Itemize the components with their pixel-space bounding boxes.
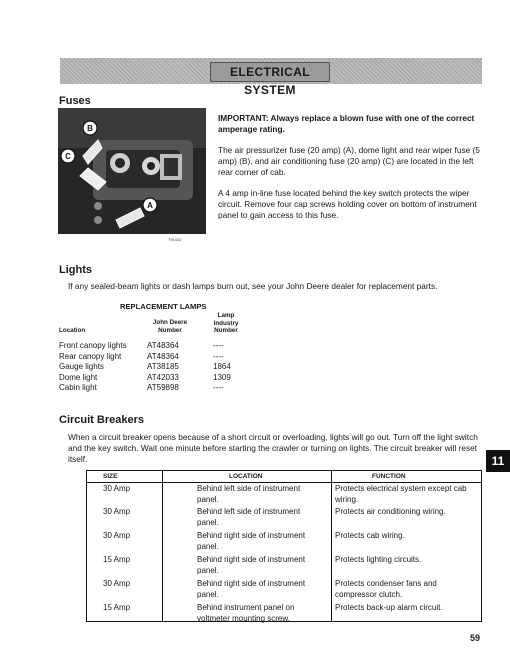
lamp-col-industry: Lamp Industry Number (213, 312, 239, 334)
fuses-paragraph-1: The air pressurizer fuse (20 amp) (A), dome light and rear wiper fuse (5 amp) (B), and air conditioning fuse (20 amp) (C) are located in the left rear corner of cab. (218, 145, 480, 177)
fuse-photo (58, 108, 206, 234)
lamp-row: Dome light AT42033 1309 (59, 372, 231, 382)
photo-label-b: B (87, 124, 93, 133)
breaker-col-size: SIZE (103, 473, 118, 480)
breaker-table: SIZE LOCATION FUNCTION 30 Amp Behind left side of instrument panel. Protects electrical system except cab wiring. 30 Amp Behind left side of instrument panel. Protects air conditioning wiring. 30 Amp Behind right side of instrument panel. Protects cab wiring. 15 Amp Behind right side of instrument panel. Protects lighting circuits. 30 Amp Behind right side of instrument panel. Protects condenser fans and compressor clutch. 15 Amp Behind instrument panel on voltmeter mounting screw. Protects back-up alarm circuit. (86, 470, 482, 622)
lights-text: If any sealed-beam lights or dash lamps burn out, see your John Deere dealer for replacement parts. (68, 281, 438, 291)
lamp-table-title: REPLACEMENT LAMPS (120, 302, 207, 311)
photo-label-a: A (147, 201, 153, 210)
breaker-col-function: FUNCTION (372, 473, 406, 480)
breakers-text: When a circuit breaker opens because of a short circuit or overloading, lights will go out. Turn off the light switch and the key switch. Wait one minute before starting the crawler or turning on lights. The circuit breaker will reset itself. (68, 432, 478, 464)
breaker-col-location: LOCATION (229, 473, 263, 480)
breakers-heading: Circuit Breakers (59, 414, 144, 426)
photo-caption: T91432 (168, 237, 182, 242)
important-note: IMPORTANT: Always replace a blown fuse with one of the correct amperage rating. (218, 113, 475, 134)
fuses-paragraph-2: A 4 amp in-line fuse located behind the key switch protects the wiper circuit. Remove four cap screws holding cover on bottom of instrument panel to gain access to this fuse. (218, 188, 477, 220)
lamp-row: Cabin light AT59898 ---- (59, 383, 224, 392)
lamp-row: Front canopy lights AT48364 ---- (59, 341, 224, 350)
lamp-row: Rear canopy light AT48364 ---- (59, 351, 224, 361)
fuses-heading: Fuses (59, 95, 91, 107)
section-title: ELECTRICAL SYSTEM (210, 62, 330, 82)
page-number: 59 (470, 633, 481, 643)
lamp-row: Gauge lights AT38185 1864 (59, 362, 231, 371)
photo-label-c: C (65, 152, 71, 161)
section-tab: 11 (486, 450, 510, 472)
lamp-col-location: Location (59, 327, 86, 334)
lights-heading: Lights (59, 264, 92, 276)
lamp-col-jd: John Deere Number (152, 319, 188, 334)
